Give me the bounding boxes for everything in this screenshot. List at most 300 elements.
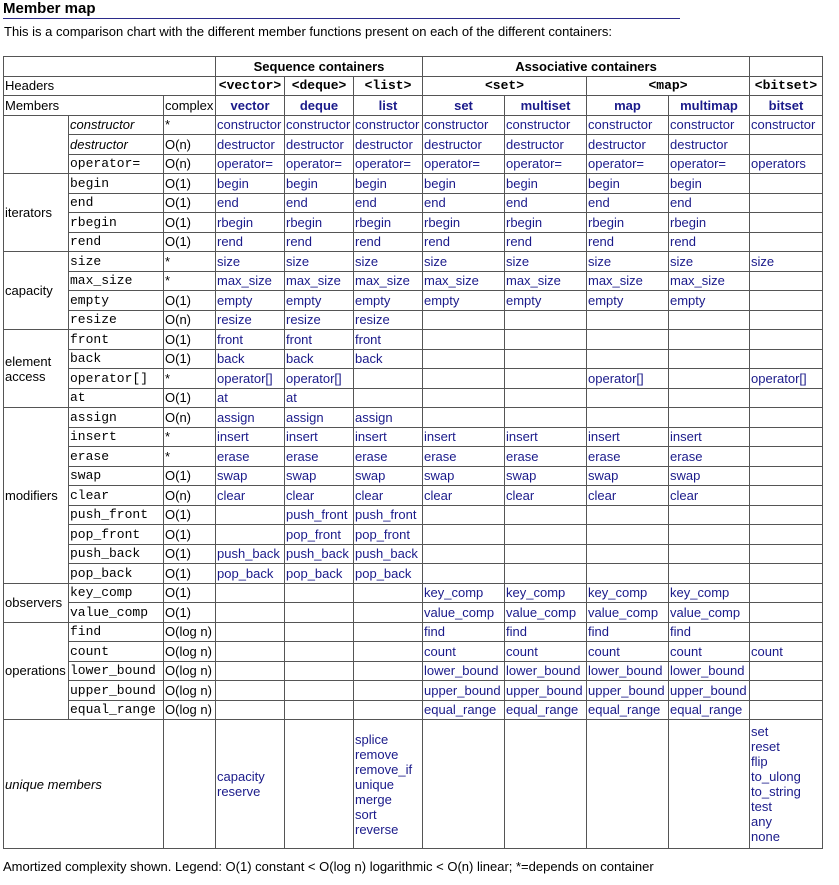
member-cell	[216, 700, 285, 720]
member-cell	[669, 349, 750, 369]
member-cell[interactable]: pop_back	[285, 564, 354, 584]
member-cell[interactable]: pop_front	[354, 525, 423, 545]
member-cell[interactable]: constructor	[505, 115, 587, 135]
member-cell[interactable]: end	[354, 193, 423, 213]
header-vector[interactable]: <vector>	[216, 76, 285, 96]
member-cell[interactable]: size	[750, 252, 823, 272]
member-cell[interactable]: swap	[669, 466, 750, 486]
member-cell	[669, 525, 750, 545]
member-cell	[750, 525, 823, 545]
unique-member-link[interactable]: merge	[355, 791, 392, 807]
member-name[interactable]: push_front	[69, 505, 164, 525]
member-cell[interactable]: end	[587, 193, 669, 213]
member-name[interactable]: upper_bound	[69, 681, 164, 701]
member-cell[interactable]: upper_bound	[423, 681, 505, 701]
complexity-value: O(1)	[164, 544, 216, 564]
member-cell[interactable]: back	[216, 349, 285, 369]
member-cell[interactable]: insert	[669, 427, 750, 447]
complexity-value: O(n)	[164, 154, 216, 174]
member-cell	[669, 505, 750, 525]
member-cell	[587, 388, 669, 408]
member-cell[interactable]: rend	[285, 232, 354, 252]
member-cell[interactable]: constructor	[669, 115, 750, 135]
complexity-value: O(n)	[164, 486, 216, 506]
member-name[interactable]: front	[69, 330, 164, 350]
member-cell[interactable]: end	[423, 193, 505, 213]
complexity-value: O(log n)	[164, 622, 216, 642]
member-name[interactable]: resize	[69, 310, 164, 330]
member-name[interactable]: begin	[69, 174, 164, 194]
member-cell[interactable]: count	[587, 642, 669, 662]
member-cell[interactable]: assign	[354, 408, 423, 428]
member-cell[interactable]: end	[669, 193, 750, 213]
member-cell[interactable]: swap	[354, 466, 423, 486]
member-cell[interactable]: max_size	[216, 271, 285, 291]
member-cell[interactable]: swap	[285, 466, 354, 486]
member-name[interactable]: push_back	[69, 544, 164, 564]
member-cell[interactable]: rbegin	[423, 213, 505, 233]
member-row-value-comp	[4, 603, 823, 623]
member-cell[interactable]: max_size	[354, 271, 423, 291]
member-cell	[505, 505, 587, 525]
member-name[interactable]: lower_bound	[69, 661, 164, 681]
member-cell[interactable]: upper_bound	[505, 681, 587, 701]
member-cell[interactable]: size	[216, 252, 285, 272]
member-cell[interactable]: begin	[587, 174, 669, 194]
unique-member-link[interactable]: reset	[751, 739, 780, 754]
member-cell[interactable]: equal_range	[505, 700, 587, 720]
member-cell	[505, 310, 587, 330]
member-name[interactable]: equal_range	[69, 700, 164, 720]
member-name[interactable]: value_comp	[69, 603, 164, 623]
member-cell[interactable]: operator=	[354, 154, 423, 174]
member-name[interactable]: erase	[69, 447, 164, 467]
member-cell[interactable]: rend	[505, 232, 587, 252]
member-cell	[285, 661, 354, 681]
member-row-max-size	[4, 271, 823, 291]
member-cell[interactable]: empty	[285, 291, 354, 311]
member-cell[interactable]: destructor	[216, 135, 285, 155]
member-cell[interactable]: front	[216, 330, 285, 350]
header-map[interactable]: <map>	[587, 76, 750, 96]
member-cell[interactable]: key_comp	[587, 583, 669, 603]
member-cell[interactable]: max_size	[587, 271, 669, 291]
member-cell[interactable]: upper_bound	[587, 681, 669, 701]
member-cell[interactable]: upper_bound	[669, 681, 750, 701]
member-cell[interactable]: constructor	[354, 115, 423, 135]
member-cell[interactable]: back	[354, 349, 423, 369]
member-cell	[669, 369, 750, 389]
member-row-begin	[4, 174, 823, 194]
header-bitset[interactable]: <bitset>	[750, 76, 823, 96]
member-cell[interactable]: count	[505, 642, 587, 662]
member-cell	[505, 369, 587, 389]
member-cell[interactable]: count	[750, 642, 823, 662]
unique-member-link[interactable]: to_ulong	[751, 769, 801, 784]
member-cell[interactable]: end	[285, 193, 354, 213]
member-row-rbegin	[4, 213, 823, 233]
member-name[interactable]: operator=	[69, 154, 164, 174]
member-cell[interactable]: empty	[354, 291, 423, 311]
member-cell[interactable]: assign	[216, 408, 285, 428]
member-cell[interactable]: find	[669, 622, 750, 642]
unique-member-link[interactable]: test	[751, 799, 772, 814]
member-cell	[423, 564, 505, 584]
unique-members-empty	[669, 720, 750, 849]
member-row-pop-back	[4, 564, 823, 584]
member-name[interactable]: pop_front	[69, 525, 164, 545]
member-cell[interactable]: operator[]	[587, 369, 669, 389]
member-cell[interactable]: size	[285, 252, 354, 272]
complexity-value: O(n)	[164, 408, 216, 428]
member-cell	[750, 135, 823, 155]
member-row-equal-range	[4, 700, 823, 720]
unique-member-link[interactable]: to_string	[751, 784, 801, 799]
header-row-category	[4, 57, 823, 77]
member-cell[interactable]: max_size	[423, 271, 505, 291]
member-cell[interactable]: insert	[505, 427, 587, 447]
member-cell	[750, 349, 823, 369]
member-cell[interactable]: count	[669, 642, 750, 662]
member-cell[interactable]: empty	[216, 291, 285, 311]
member-cell[interactable]: clear	[354, 486, 423, 506]
unique-member-link[interactable]: remove_if	[355, 761, 413, 777]
member-cell[interactable]: value_comp	[587, 603, 669, 623]
complexity-value: O(1)	[164, 174, 216, 194]
member-cell[interactable]: rend	[354, 232, 423, 252]
member-cell[interactable]: at	[216, 388, 285, 408]
member-cell	[354, 388, 423, 408]
class-deque[interactable]: deque	[285, 96, 354, 116]
member-cell	[354, 583, 423, 603]
member-cell	[354, 622, 423, 642]
member-cell[interactable]: operator=	[669, 154, 750, 174]
member-cell[interactable]: max_size	[505, 271, 587, 291]
complexity-value: O(log n)	[164, 642, 216, 662]
header-set[interactable]: <set>	[423, 76, 587, 96]
unique-member-link[interactable]: reserve	[217, 784, 261, 799]
member-cell	[750, 291, 823, 311]
member-cell[interactable]: insert	[285, 427, 354, 447]
complexity-value: O(1)	[164, 583, 216, 603]
complexity-value: O(1)	[164, 466, 216, 486]
member-cell[interactable]: erase	[587, 447, 669, 467]
member-cell[interactable]: size	[423, 252, 505, 272]
member-cell[interactable]: operator=	[505, 154, 587, 174]
member-row-swap	[4, 466, 823, 486]
complexity-value: O(1)	[164, 232, 216, 252]
unique-member-link[interactable]: capacity	[217, 769, 265, 784]
member-cell[interactable]: swap	[505, 466, 587, 486]
member-cell[interactable]: value_comp	[505, 603, 587, 623]
member-cell[interactable]: find	[423, 622, 505, 642]
member-cell[interactable]: begin	[285, 174, 354, 194]
member-cell	[354, 700, 423, 720]
member-cell[interactable]: rend	[216, 232, 285, 252]
member-cell[interactable]: begin	[505, 174, 587, 194]
member-name[interactable]: back	[69, 349, 164, 369]
member-cell[interactable]: empty	[587, 291, 669, 311]
member-name[interactable]: destructor	[69, 135, 164, 155]
member-name[interactable]: constructor	[69, 115, 164, 135]
member-cell[interactable]: equal_range	[587, 700, 669, 720]
member-cell[interactable]: destructor	[587, 135, 669, 155]
member-cell[interactable]: push_back	[216, 544, 285, 564]
member-cell[interactable]: rend	[423, 232, 505, 252]
class-map[interactable]: map	[587, 96, 669, 116]
member-row-insert	[4, 427, 823, 447]
member-cell[interactable]: insert	[216, 427, 285, 447]
member-cell[interactable]: count	[423, 642, 505, 662]
member-cell	[505, 388, 587, 408]
member-cell[interactable]: begin	[669, 174, 750, 194]
complexity-value: *	[164, 115, 216, 135]
member-cell[interactable]: key_comp	[669, 583, 750, 603]
unique-member-link[interactable]: flip	[751, 754, 768, 769]
member-cell	[216, 681, 285, 701]
unique-member-link[interactable]: sort	[355, 806, 377, 822]
class-list[interactable]: list	[354, 96, 423, 116]
member-cell	[750, 427, 823, 447]
member-cell	[423, 525, 505, 545]
member-name[interactable]: rbegin	[69, 213, 164, 233]
member-cell[interactable]: rbegin	[587, 213, 669, 233]
member-cell[interactable]: operator[]	[216, 369, 285, 389]
member-cell[interactable]: insert	[354, 427, 423, 447]
member-cell[interactable]: key_comp	[505, 583, 587, 603]
headers-label: Headers	[4, 76, 216, 96]
complexity-value: *	[164, 271, 216, 291]
unique-member-link[interactable]: remove	[355, 746, 399, 762]
member-cell[interactable]: front	[285, 330, 354, 350]
member-cell	[750, 622, 823, 642]
complexity-value: O(1)	[164, 349, 216, 369]
member-cell[interactable]: size	[505, 252, 587, 272]
member-cell[interactable]: swap	[216, 466, 285, 486]
member-cell	[750, 681, 823, 701]
member-cell[interactable]: lower_bound	[505, 661, 587, 681]
member-name[interactable]: empty	[69, 291, 164, 311]
member-cell[interactable]: erase	[669, 447, 750, 467]
member-cell[interactable]: assign	[285, 408, 354, 428]
member-cell	[750, 232, 823, 252]
member-cell[interactable]: erase	[216, 447, 285, 467]
member-cell[interactable]: constructor	[216, 115, 285, 135]
member-cell	[750, 213, 823, 233]
member-cell[interactable]: push_front	[285, 505, 354, 525]
page-title: Member map	[3, 0, 680, 19]
member-cell[interactable]: operators	[750, 154, 823, 174]
class-multiset[interactable]: multiset	[505, 96, 587, 116]
member-cell[interactable]: insert	[423, 427, 505, 447]
member-cell[interactable]: erase	[423, 447, 505, 467]
member-cell[interactable]: size	[587, 252, 669, 272]
member-cell[interactable]: pop_back	[354, 564, 423, 584]
member-row-clear	[4, 486, 823, 506]
member-cell[interactable]: resize	[216, 310, 285, 330]
class-multimap[interactable]: multimap	[669, 96, 750, 116]
member-cell[interactable]: destructor	[423, 135, 505, 155]
group-label-modifiers: modifiers	[4, 408, 69, 584]
member-cell[interactable]: operator=	[285, 154, 354, 174]
member-name[interactable]: count	[69, 642, 164, 662]
member-row-key-comp	[4, 583, 823, 603]
member-cell[interactable]: value_comp	[669, 603, 750, 623]
member-cell[interactable]: rend	[587, 232, 669, 252]
member-cell[interactable]: constructor	[423, 115, 505, 135]
member-cell[interactable]: constructor	[750, 115, 823, 135]
member-name[interactable]: operator[]	[69, 369, 164, 389]
member-cell[interactable]: begin	[423, 174, 505, 194]
member-cell	[505, 525, 587, 545]
member-cell	[587, 349, 669, 369]
member-cell[interactable]: rbegin	[216, 213, 285, 233]
member-cell	[285, 603, 354, 623]
member-cell	[750, 408, 823, 428]
member-cell[interactable]: operator=	[587, 154, 669, 174]
member-row-constructor	[4, 115, 823, 135]
member-cell[interactable]: destructor	[669, 135, 750, 155]
member-cell[interactable]: destructor	[505, 135, 587, 155]
member-name[interactable]: rend	[69, 232, 164, 252]
member-cell[interactable]: pop_front	[285, 525, 354, 545]
member-cell	[587, 330, 669, 350]
member-cell[interactable]: push_front	[354, 505, 423, 525]
member-cell[interactable]: size	[354, 252, 423, 272]
member-cell[interactable]: operator=	[216, 154, 285, 174]
member-cell[interactable]: clear	[423, 486, 505, 506]
member-cell[interactable]: clear	[587, 486, 669, 506]
unique-member-link[interactable]: unique	[355, 776, 395, 792]
class-bitset[interactable]: bitset	[750, 96, 823, 116]
member-cell[interactable]: constructor	[285, 115, 354, 135]
member-cell[interactable]: destructor	[285, 135, 354, 155]
member-cell[interactable]: insert	[587, 427, 669, 447]
member-cell[interactable]: pop_back	[216, 564, 285, 584]
member-name[interactable]: clear	[69, 486, 164, 506]
member-name[interactable]: insert	[69, 427, 164, 447]
member-cell	[285, 642, 354, 662]
member-name[interactable]: size	[69, 252, 164, 272]
member-cell[interactable]: erase	[354, 447, 423, 467]
unique-member-link[interactable]: set	[751, 724, 769, 739]
member-cell[interactable]: lower_bound	[587, 661, 669, 681]
member-cell[interactable]: equal_range	[669, 700, 750, 720]
member-cell	[750, 193, 823, 213]
member-cell[interactable]: equal_range	[423, 700, 505, 720]
member-cell[interactable]: rbegin	[505, 213, 587, 233]
member-cell[interactable]: lower_bound	[669, 661, 750, 681]
unique-member-link[interactable]: any	[751, 814, 772, 829]
member-cell[interactable]: clear	[285, 486, 354, 506]
header-list[interactable]: <list>	[354, 76, 423, 96]
member-cell[interactable]: rbegin	[669, 213, 750, 233]
member-cell	[750, 486, 823, 506]
member-cell[interactable]: size	[669, 252, 750, 272]
member-name[interactable]: end	[69, 193, 164, 213]
member-cell[interactable]: value_comp	[423, 603, 505, 623]
member-name[interactable]: find	[69, 622, 164, 642]
member-cell[interactable]: end	[216, 193, 285, 213]
class-set[interactable]: set	[423, 96, 505, 116]
member-cell[interactable]: lower_bound	[423, 661, 505, 681]
member-cell[interactable]: erase	[505, 447, 587, 467]
member-cell[interactable]: empty	[669, 291, 750, 311]
member-cell[interactable]: operator[]	[750, 369, 823, 389]
member-cell	[216, 525, 285, 545]
member-name[interactable]: pop_back	[69, 564, 164, 584]
group-label-element-access: element access	[4, 330, 69, 408]
member-row-assign	[4, 408, 823, 428]
unique-member-link[interactable]: none	[751, 829, 780, 844]
member-cell[interactable]: destructor	[354, 135, 423, 155]
member-cell[interactable]: empty	[505, 291, 587, 311]
member-row-operator	[4, 154, 823, 174]
member-cell[interactable]: begin	[354, 174, 423, 194]
member-name[interactable]: swap	[69, 466, 164, 486]
member-cell[interactable]: front	[354, 330, 423, 350]
unique-complexity-empty	[164, 720, 216, 849]
unique-members-empty	[505, 720, 587, 849]
member-name[interactable]: key_comp	[69, 583, 164, 603]
member-cell[interactable]: end	[505, 193, 587, 213]
member-cell[interactable]: operator[]	[285, 369, 354, 389]
member-cell[interactable]: clear	[216, 486, 285, 506]
member-cell[interactable]: resize	[354, 310, 423, 330]
member-cell[interactable]: rbegin	[285, 213, 354, 233]
member-cell[interactable]: resize	[285, 310, 354, 330]
member-cell[interactable]: swap	[587, 466, 669, 486]
legend-footnote: Amortized complexity shown. Legend: O(1) constant < O(log n) logarithmic < O(n) linear; *=depends on container	[3, 859, 654, 874]
member-cell[interactable]: key_comp	[423, 583, 505, 603]
member-cell[interactable]: begin	[216, 174, 285, 194]
member-cell[interactable]: find	[505, 622, 587, 642]
member-cell	[587, 505, 669, 525]
member-cell[interactable]: back	[285, 349, 354, 369]
member-name[interactable]: at	[69, 388, 164, 408]
member-cell[interactable]: swap	[423, 466, 505, 486]
member-cell[interactable]: find	[587, 622, 669, 642]
member-cell[interactable]: empty	[423, 291, 505, 311]
member-cell[interactable]: operator=	[423, 154, 505, 174]
member-cell[interactable]: push_back	[354, 544, 423, 564]
class-vector[interactable]: vector	[216, 96, 285, 116]
member-cell[interactable]: push_back	[285, 544, 354, 564]
member-cell[interactable]: rend	[669, 232, 750, 252]
member-cell[interactable]: clear	[669, 486, 750, 506]
member-name[interactable]: assign	[69, 408, 164, 428]
member-cell	[750, 174, 823, 194]
member-cell	[750, 330, 823, 350]
unique-member-link[interactable]: reverse	[355, 821, 399, 837]
complexity-value: O(1)	[164, 505, 216, 525]
member-name[interactable]: max_size	[69, 271, 164, 291]
member-cell[interactable]: erase	[285, 447, 354, 467]
member-cell[interactable]: max_size	[285, 271, 354, 291]
member-cell	[587, 310, 669, 330]
member-cell[interactable]: clear	[505, 486, 587, 506]
group-label-capacity: capacity	[4, 252, 69, 330]
member-row-rend	[4, 232, 823, 252]
member-cell[interactable]: constructor	[587, 115, 669, 135]
unique-member-link[interactable]: splice	[355, 731, 389, 747]
member-cell	[285, 622, 354, 642]
member-cell[interactable]: max_size	[669, 271, 750, 291]
header-deque[interactable]: <deque>	[285, 76, 354, 96]
member-cell[interactable]: at	[285, 388, 354, 408]
complexity-value: O(n)	[164, 135, 216, 155]
member-cell[interactable]: rbegin	[354, 213, 423, 233]
